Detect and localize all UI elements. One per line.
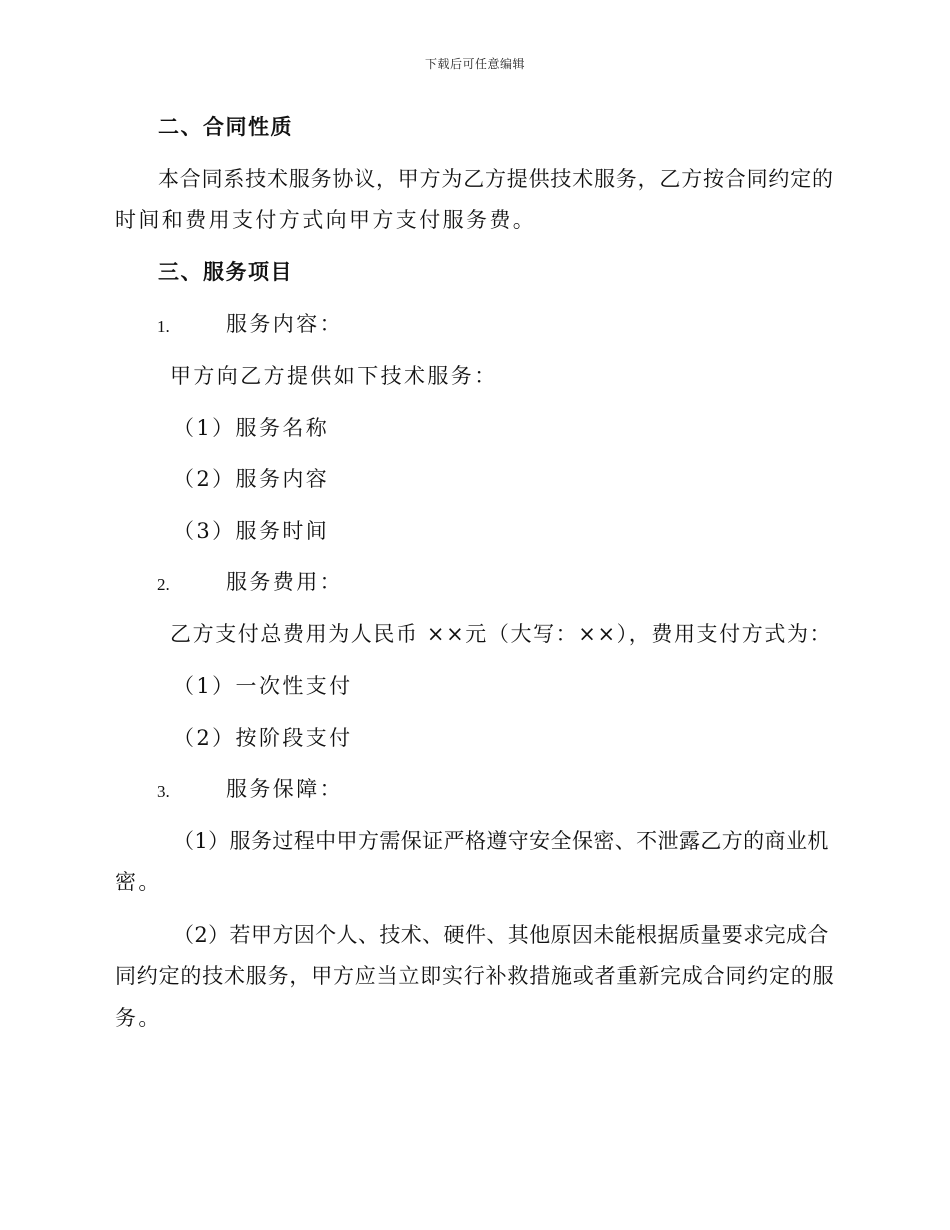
paragraph-nature-line-2: 时间和费用支付方式向甲方支付服务费。: [115, 208, 537, 232]
guarantee-paragraph-2-line-2: 同约定的技术服务，甲方应当立即实行补救措施或者重新完成合同约定的服: [115, 964, 835, 988]
paragraph-nature-line-1: 本合同系技术服务协议，甲方为乙方提供技术服务，乙方按合同约定的: [158, 167, 834, 191]
guarantee-paragraph-1-line-1: （1）服务过程中甲方需保证严格遵守安全保密、不泄露乙方的商业机: [173, 829, 829, 853]
item-number: 2.: [157, 575, 170, 594]
item-title-service-content: 服务内容：: [226, 312, 343, 336]
page-header: 下载后可任意编辑: [424, 57, 525, 71]
sub-item: （3）服务时间: [173, 519, 330, 543]
guarantee-paragraph-1-line-2: 密。: [115, 870, 162, 894]
item-intro: 乙方支付总费用为人民币 ××元（大写：××），费用支付方式为：: [170, 622, 833, 646]
sub-item: （1）服务名称: [173, 416, 330, 440]
item-number: 3.: [157, 782, 170, 801]
guarantee-paragraph-2-line-3: 务。: [115, 1006, 162, 1030]
sub-item: （2）按阶段支付: [173, 726, 353, 750]
item-number: 1.: [157, 317, 170, 336]
item-title-service-guarantee: 服务保障：: [226, 777, 343, 801]
sub-item: （1）一次性支付: [173, 674, 353, 698]
section-heading-services: 三、服务项目: [158, 260, 293, 284]
item-title-service-fee: 服务费用：: [226, 570, 343, 594]
section-heading-nature: 二、合同性质: [158, 115, 293, 139]
guarantee-paragraph-2-line-1: （2）若甲方因个人、技术、硬件、其他原因未能根据质量要求完成合: [173, 923, 829, 947]
sub-item: （2）服务内容: [173, 467, 330, 491]
item-intro: 甲方向乙方提供如下技术服务：: [170, 364, 498, 388]
